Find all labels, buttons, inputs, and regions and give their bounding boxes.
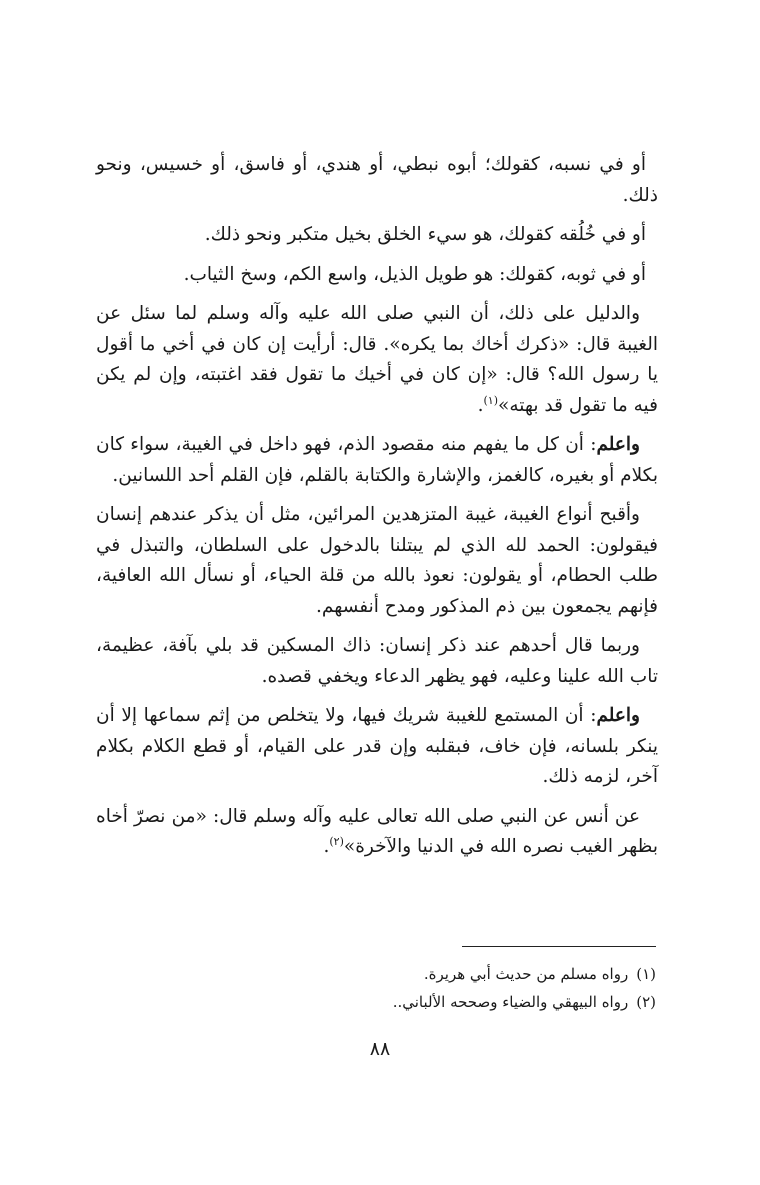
paragraph-worst-types [96,500,658,622]
paragraph-text: أو في خُلُقه كقولك، هو سيء الخلق بخيل متكبر ونحو ذلك. [204,224,646,245]
paragraph-text: أو في ثوبه، كقولك: هو طويل الذيل، واسع الكم، وسخ الثياب. [183,263,646,285]
footnote-reference: (٢) [329,834,344,848]
paragraph-text: والدليل على ذلك، أن النبي صلى الله عليه وآله وسلم لما سئل عن الغيبة قال: «ذكرك أخاك بما يكره». قال: أرأيت إن كان في أخي ما أقول يا رسول الله؟ قال: «إن كان في أخيك ما تقول فقد اغتبته، وإن لم يكن فيه ما تقول قد بهته» [96,303,658,416]
paragraph-lineage [96,150,658,211]
paragraph-text: : أن كل ما يفهم منه مقصود الذم، فهو داخل في الغيبة، سواء كان بكلام أو بغيره، كالغمز، والإشارة والكتابة بالقلم، فإن القلم أحد اللسانين. [96,434,658,486]
footnotes [96,960,656,1016]
footnote-2 [96,988,656,1016]
page-number: ٨٨ [369,1038,391,1060]
paragraph-know-2 [96,701,658,793]
footnote-text: رواه مسلم من حديث أبي هريرة. [423,965,629,983]
paragraph-text: وربما قال أحدهم عند ذكر إنسان: ذاك المسكين قد بلي بآفة، عظيمة، تاب الله علينا وعليه، فهو يظهر الدعاء ويخفي قصده. [96,635,658,687]
paragraph-lead: واعلم [596,705,640,726]
paragraph-know-1 [96,430,658,491]
paragraph-text: أو في نسبه، كقولك؛ أبوه نبطي، أو هندي، أو فاسق، أو خسيس، ونحو ذلك. [96,154,658,206]
footnote-1 [96,960,656,988]
paragraph-text: وأقبح أنواع الغيبة، غيبة المتزهدين المرائين، مثل أن يذكر عندهم إنسان فيقولون: الحمد لله الذي لم يبتلنا بالدخول على السلطان، والتبذل في طلب الحطام، أو يقولون: نعوذ بالله من قلة الحياء، أو نسأل الله العافية، فإنهم يجمعون بين ذم المذكور ومدح أنفسهم. [96,504,658,617]
footnote-separator [462,946,656,947]
paragraph-lead: واعلم [596,434,640,455]
paragraph-text: : أن المستمع للغيبة شريك فيها، ولا يتخلص من إثم سماعها إلا أن ينكر بلسانه، فإن خاف، فبقلبه وإن قدر على القيام، أو قطع الكلام بكلام آخر، لزمه ذلك. [96,705,658,787]
page-body [96,150,658,872]
paragraph-perhaps [96,631,658,692]
paragraph-clothing [96,260,658,291]
footnote-reference: (١) [483,393,499,407]
footnote-text: رواه البيهقي والضياء وصححه الألباني.. [392,993,629,1011]
paragraph-tail: . [477,394,484,416]
footnote-number: (١) [636,965,656,983]
footnote-number: (٢) [636,993,656,1011]
paragraph-anas-hadith [96,802,658,863]
paragraph-text: عن أنس عن النبي صلى الله تعالى عليه وآله وسلم قال: «من نصرّ أخاه بظهر الغيب نصره الله في الدنيا والآخرة» [96,805,658,857]
paragraph-tail: . [323,836,330,857]
paragraph-evidence [96,299,658,421]
paragraph-character [96,220,658,251]
